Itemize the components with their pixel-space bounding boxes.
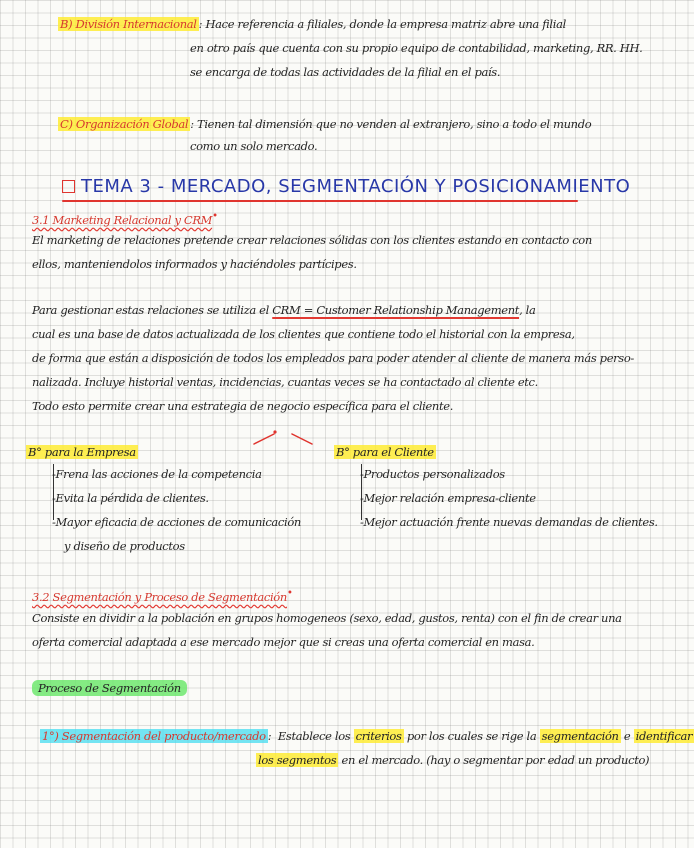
s31-p2-post: , la: [519, 303, 536, 317]
s31-heading-text: 3.1 Marketing Relacional y CRM: [32, 212, 213, 227]
s31-p2-line-2: cual es una base de datos actualizada de los clientes que contiene todo el historial con la empresa,: [32, 327, 575, 341]
s31-p2-line-4: nalizada. Incluye historial ventas, incidencias, cuantas veces se ha contactado al cliente etc.: [32, 375, 538, 389]
identificar-highlight: identificar: [635, 729, 693, 743]
s31-p2-line-3: de forma que están a disposición de todos los empleados para poder atender al cliente de manera más perso-: [32, 351, 634, 365]
cliente-item-1: -Productos personalizados: [360, 467, 505, 481]
s32-line-2: oferta comercial adaptada a ese mercado mejor que si creas una oferta comercial en masa.: [32, 635, 535, 649]
division-line-3: se encarga de todas las actividades de la filial en el país.: [190, 65, 501, 79]
empresa-item-3: -Mayor eficacia de acciones de comunicación: [52, 515, 301, 529]
s31-heading: [32, 209, 218, 228]
segmentacion-highlight: segmentación: [541, 729, 619, 743]
division-text-1: : Hace referencia a filiales, donde la empresa matriz abre una filial: [198, 17, 566, 31]
s32-heading: [32, 586, 293, 605]
cliente-label: B° para el Cliente: [336, 445, 434, 459]
tema-title: [62, 175, 630, 199]
title-underline: [62, 200, 578, 202]
checkbox-icon: [62, 180, 75, 193]
division-label: B) División Internacional: [60, 17, 197, 31]
cliente-heading: [334, 444, 436, 460]
s31-p2-pre: Para gestionar estas relaciones se utiliza el: [32, 303, 273, 317]
s31-p1-line-1: El marketing de relaciones pretende crear relaciones sólidas con los clientes estando en contacto con: [32, 233, 592, 247]
s31-p2-line-1: [32, 302, 536, 318]
bullet-dot-icon: •: [286, 588, 293, 599]
step-label: 1°) Segmentación del producto/mercado: [42, 729, 266, 743]
organizacion-text-1: : Tienen tal dimensión que no venden al extranjero, sino a todo el mundo: [190, 117, 592, 131]
empresa-item-2: -Evita la pérdida de clientes.: [52, 491, 209, 505]
organizacion-line-2: como un solo mercado.: [190, 139, 318, 153]
proceso-step-line-1: 1°) Segmentación del producto/mercado : Establece los criterios por los cuales se rige la segmentación e identificar: [42, 729, 693, 743]
tema-title-text: TEMA 3 - MERCADO, SEGMENTACIÓN Y POSICIONAMIENTO: [81, 176, 631, 197]
s31-p2-line-5: Todo esto permite crear una estrategia de negocio específica para el cliente.: [32, 399, 454, 413]
s32-heading-text: 3.2 Segmentación y Proceso de Segmentación: [32, 589, 287, 604]
proceso-step-line-2: los segmentos en el mercado. (hay o segmentar por edad un producto): [258, 753, 650, 767]
organizacion-label: C) Organización Global: [60, 117, 189, 131]
s32-line-1: Consiste en dividir a la población en grupos homogeneos (sexo, edad, gustos, renta) con el fin de crear una: [32, 611, 622, 625]
segmentos-highlight: los segmentos: [258, 753, 337, 767]
empresa-heading: [26, 444, 138, 460]
bullet-dot-icon: •: [212, 211, 218, 222]
cliente-item-2: -Mejor relación empresa-cliente: [360, 491, 536, 505]
empresa-item-1: -Frena las acciones de la competencia: [52, 467, 262, 481]
s31-p1-line-2: ellos, manteniendolos informados y haciéndoles partícipes.: [32, 257, 357, 271]
cliente-item-3: -Mejor actuación frente nuevas demandas de clientes.: [360, 515, 658, 529]
division-line-2: en otro país que cuenta con su propio equipo de contabilidad, marketing, RR. HH.: [190, 41, 643, 55]
branch-arrows-icon: [248, 428, 320, 450]
empresa-label: B° para la Empresa: [28, 445, 136, 459]
proceso-label: Proceso de Segmentación: [32, 680, 187, 696]
crm-definition: CRM = Customer Relationship Management: [272, 303, 520, 317]
proceso-heading: [32, 680, 187, 696]
empresa-item-3-cont: y diseño de productos: [64, 539, 185, 553]
criterios-highlight: criterios: [355, 729, 402, 743]
division-line-1: [58, 16, 566, 32]
organizacion-line-1: [58, 116, 591, 132]
